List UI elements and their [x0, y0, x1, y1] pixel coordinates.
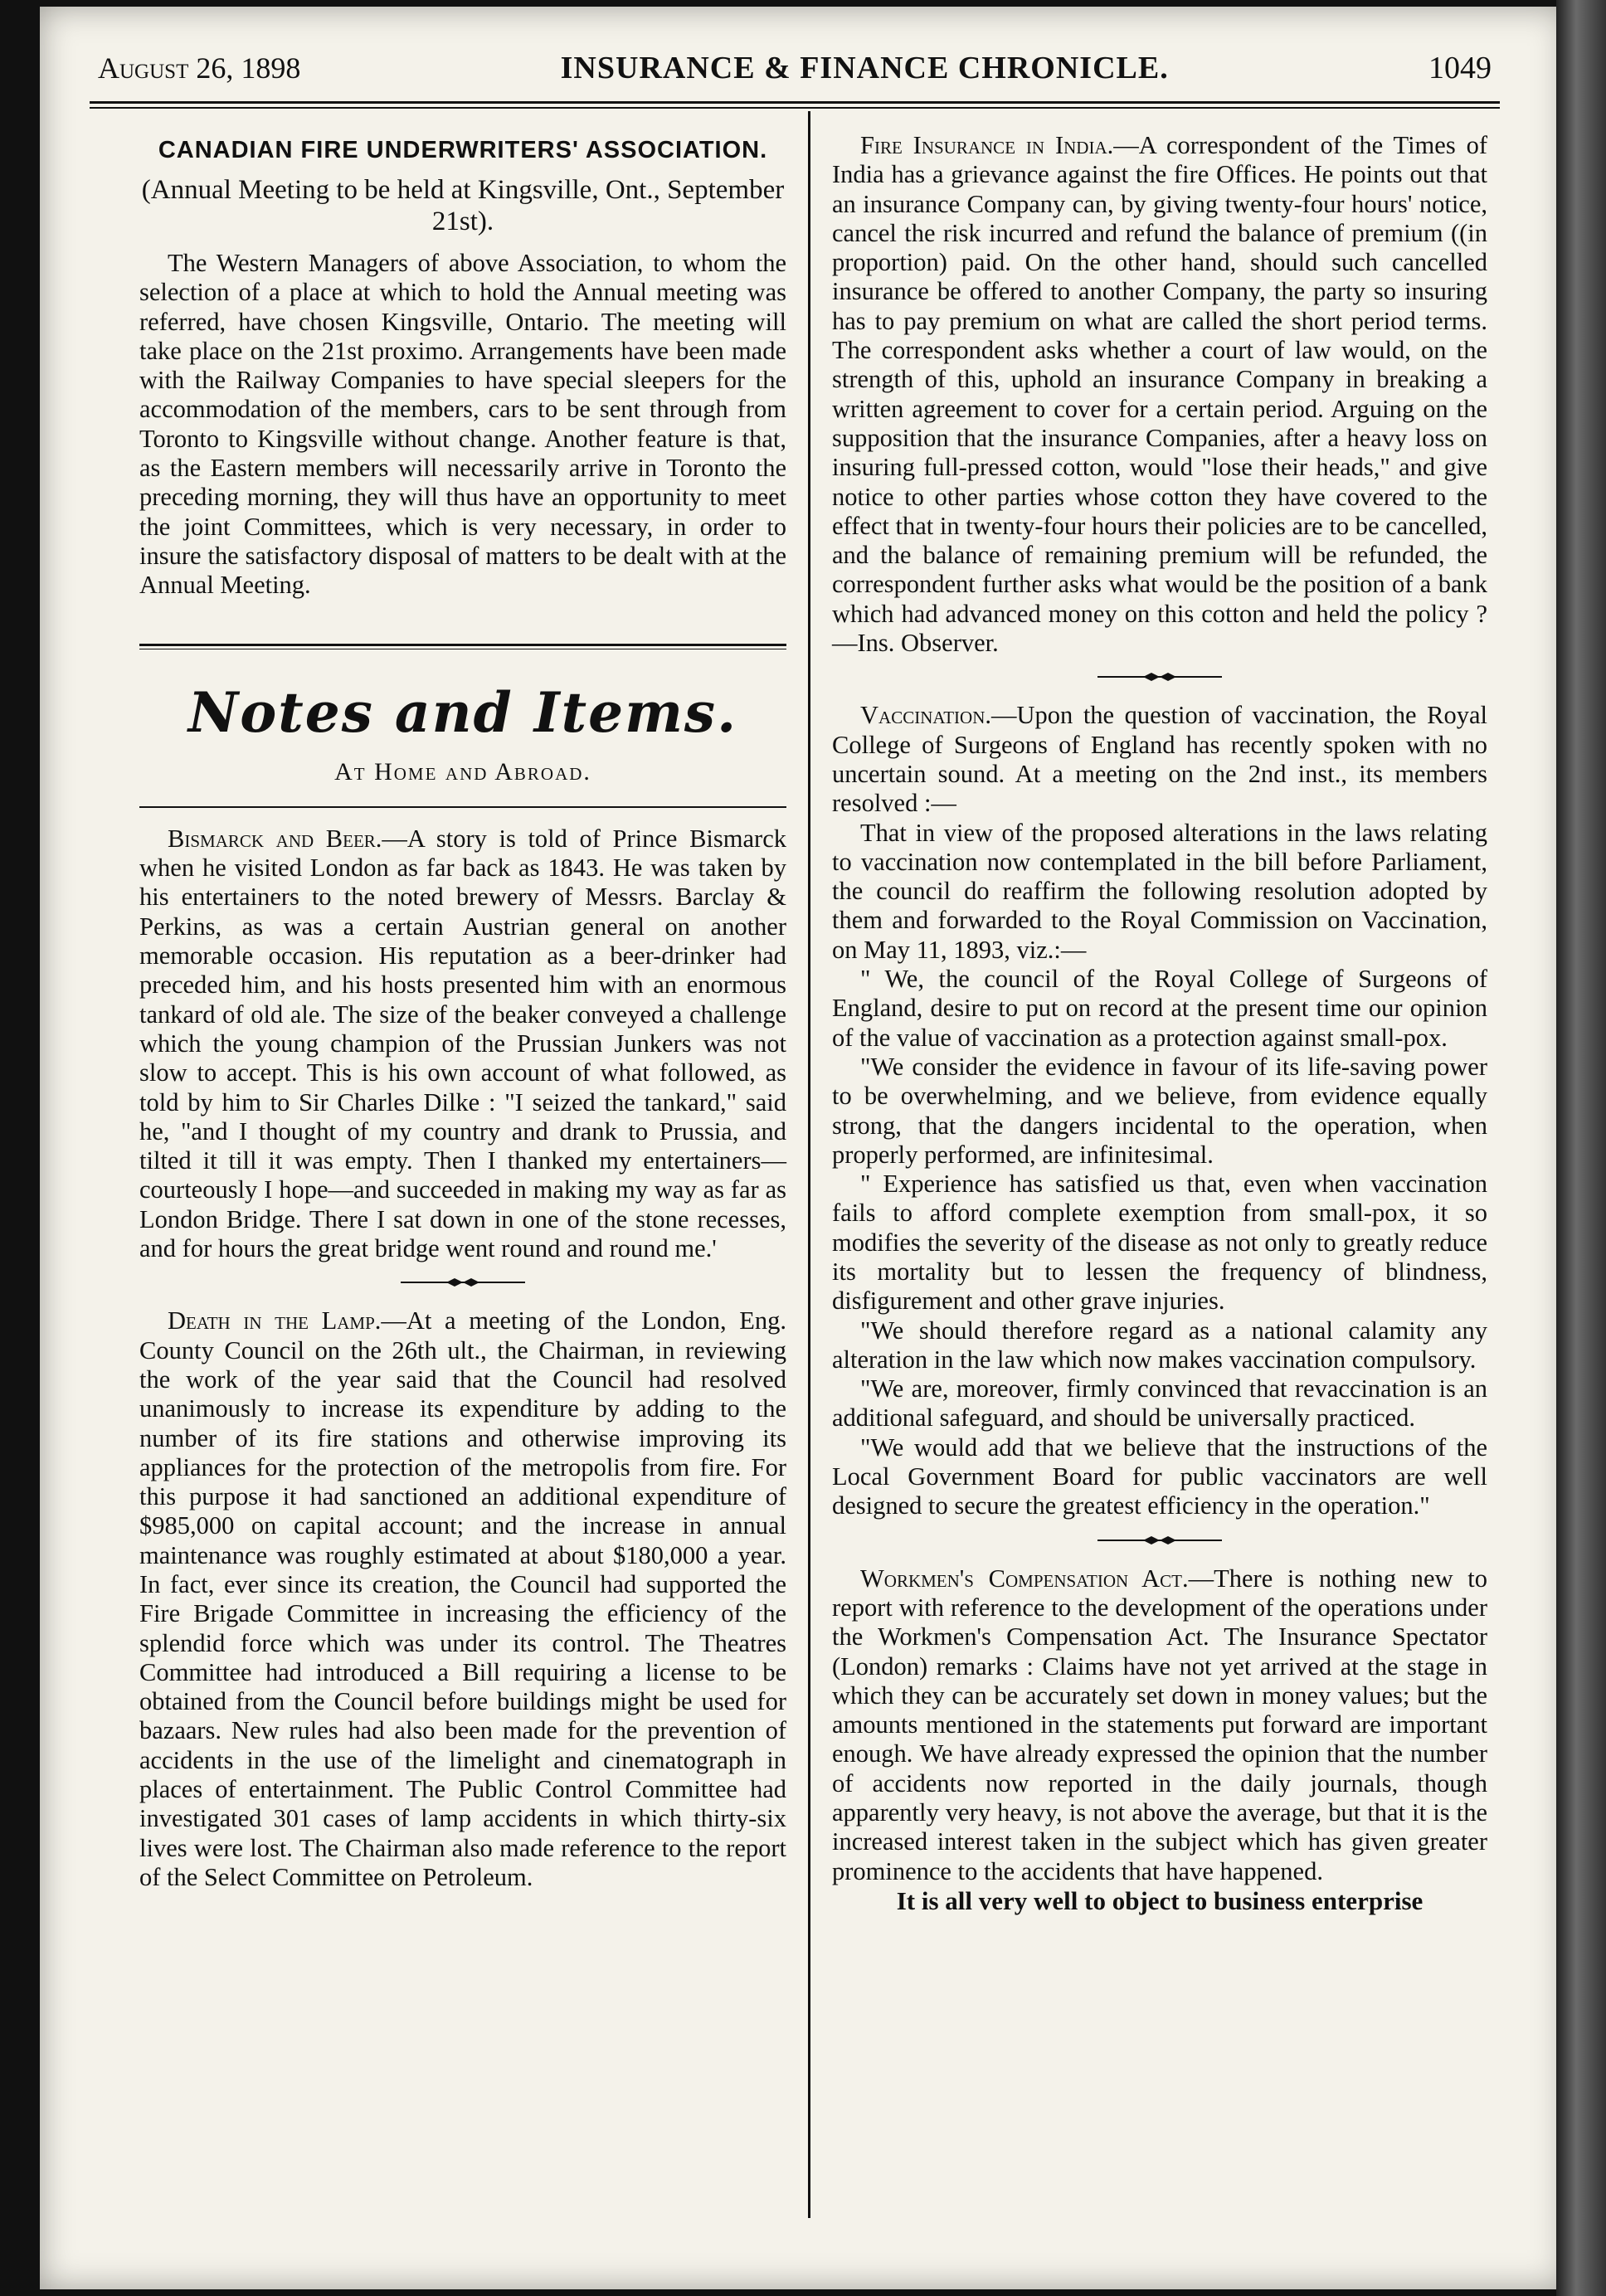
publication-title: INSURANCE & FINANCE CHRONICLE. [560, 51, 1169, 85]
vaccination-para: "We should therefore regard as a national calamity any alteration in the law which now makes vaccination compulsory. [832, 1316, 1487, 1374]
left-column [139, 131, 786, 1892]
article-bismarck [139, 825, 786, 1263]
article-workmens-lead: Workmen's Compensation Act. [860, 1564, 1189, 1593]
article-lamp-lead: Death in the Lamp. [168, 1306, 382, 1335]
association-heading: CANADIAN FIRE UNDERWRITERS' ASSOCIATION. [158, 137, 768, 163]
newspaper-page [40, 7, 1566, 2289]
final-line: It is all very well to object to business enterprise [896, 1885, 1424, 1915]
article-india-body: —A correspondent of the Times of India has a grievance against the fire Offices. He points out that an insurance Company can, by giving twenty-four hours' notice, cancel the risk incurred and refund the balance of premium ((in proportion) paid. On the other hand, should such cancelled insurance be offered to another Company, the party so insuring has to pay premium on what are called the short period terms. The correspondent asks whether a court of law would, on the strength of this, uphold an insurance Company in breaking a written agreement to cover for a certain period. Arguing on the supposition that the insurance Companies, after a heavy loss on insuring full-pressed cotton, would "lose their heads," and give notice to other parties whose cotton they have covered to the effect that in twenty-four hours their policies are to be cancelled, and the balance of remaining premium will be refunded, the correspondent further asks what would be the position of a bank which had advanced money on this cotton and held the policy ?—Ins. Observer. [832, 131, 1487, 658]
notes-rule [139, 806, 786, 808]
ornament-separator [832, 1535, 1487, 1546]
header-date: August 26, 1898 [98, 51, 301, 85]
article-vaccination-lead: Vaccination. [860, 701, 991, 730]
article-bismarck-body: —A story is told of Prince Bismarck when he visited London as far back as 1843. He was taken by his entertainers to the noted brewery of Messrs. Barclay & Perkins, as was a certain Austrian general on another memorable occasion. His reputation as a beer-drinker had preceded him, and his hosts presented him with an enormous tankard of old ale. The size of the beaker conveyed a challenge which the young champion of the Prussian Junkers was not slow to accept. This is his own account of what followed, as told by him to Sir Charles Dilke : "I seized the tankard," said he, "and I thought of my country and drank to Prussia, and tilted it till it was empty. Then I thanked my entertainers— courteously I hope—and succeeded in making my way as far as London Bridge. There I sat down in one of the stone recesses, and for hours the great bridge went round and round me.' [139, 824, 786, 1263]
ornament-icon [1097, 671, 1222, 683]
page-number: 1049 [1428, 51, 1492, 85]
association-body: The Western Managers of above Association, to whom the selection of a place at which to hold the Annual meeting was referred, have chosen Kingsville, Ontario. The meeting will take place on the 21st proximo. Arrangements have been made with the Railway Companies to have special sleepers for the accommodation of the members, cars to be sent through from Toronto to Kingsville without change. Another feature is that, as the Eastern members will necessarily arrive in Toronto the preceding morning, they will thus have an opportunity to meet the joint Committees, which is very necessary, in order to insure the satisfactory disposal of matters to be dealt with at the Annual Meeting. [139, 249, 786, 600]
vaccination-para: "We would add that we believe that the instructions of the Local Government Board for public vaccinators are well designed to secure the greatest efficiency in the operation." [832, 1433, 1487, 1520]
header-rule [90, 101, 1500, 109]
section-rule [139, 644, 786, 649]
notes-items-title: Notes and Items. [187, 679, 738, 745]
article-bismarck-lead: Bismarck and Beer. [168, 824, 382, 853]
article-india-lead: Fire Insurance in India. [860, 131, 1114, 159]
ornament-separator [832, 671, 1487, 683]
vaccination-para: "We consider the evidence in favour of its life-saving power to be overwhelming, and we believe, from evidence equally strong, that the dangers incidental to the operation, when properly performed, are infinitesimal. [832, 1052, 1487, 1169]
notes-items-subtitle: At Home and Abroad. [334, 757, 591, 786]
vaccination-para: " Experience has satisfied us that, even when vaccination fails to afford complete exemption from small-pox, it so modifies the severity of the disease as not only to greatly reduce its mortality but to lessen the frequency of blindness, disfigurement and other grave injuries. [832, 1170, 1487, 1316]
article-vaccination-body: —Upon the question of vaccination, the Royal College of Surgeons of England has recently spoken with no uncertain sound. At a meeting on the 2nd inst., its members resolved :— [832, 701, 1487, 818]
article-lamp [139, 1306, 786, 1892]
ornament-icon [1097, 1535, 1222, 1546]
vaccination-para: That in view of the proposed alterations in the laws relating to vaccination now contemplated in the bill before Parliament, the council do reaffirm the following resolution adopted by them and forwarded to the Royal Commission on Vaccination, on May 11, 1893, viz.:— [832, 818, 1487, 964]
vaccination-para: " We, the council of the Royal College of Surgeons of England, desire to put on record at the present time our opinion of the value of vaccination as a protection against small-pox. [832, 965, 1487, 1052]
association-subheading: (Annual Meeting to be held at Kingsville, Ont., September 21st). [141, 175, 785, 236]
running-header [98, 50, 1492, 100]
right-column [832, 131, 1487, 1915]
article-lamp-body: —At a meeting of the London, Eng. County Council on the 26th ult., the Chairman, in reviewing the work of the year said that the Council had resolved unanimously to increase its expenditure by adding to the number of its fire stations and otherwise improving its appliances for the protection of the metropolis from fire. For this purpose it had sanctioned an additional expenditure of $985,000 on capital account; and the increase in annual maintenance was roughly estimated at about $180,000 a year. In fact, ever since its creation, the Council had supported the Fire Brigade Committee in increasing the efficiency of the splendid force which was under its control. The Theatres Committee had introduced a Bill requiring a license to be obtained from the Council before buildings might be used for bazaars. New rules had also been made for the prevention of accidents in the use of the limelight and cinematograph in places of entertainment. The Public Control Committee had investigated 301 cases of lamp accidents in which thirty-six lives were lost. The Chairman also made reference to the report of the Select Committee on Petroleum. [139, 1306, 786, 1891]
vaccination-para: "We are, moreover, firmly convinced that revaccination is an additional safeguard, and should be universally practiced. [832, 1374, 1487, 1433]
scan-edge [1556, 0, 1606, 2296]
article-workmens-body: —There is nothing new to report with reference to the development of the operations under the Workmen's Compensation Act. The Insurance Spectator (London) remarks : Claims have not yet arrived at the stage in which they can be accurately set down in money values; but the amounts mentioned in the statements put forward are important enough. We have already expressed the opinion that the number of accidents now reported in the daily journals, though apparently very heavy, is not above the average, but that it is the increased interest taken in the subject which has given greater prominence to the accidents that have happened. [832, 1564, 1487, 1885]
article-workmens [832, 1564, 1487, 1886]
article-vaccination [832, 701, 1487, 818]
article-india [832, 131, 1487, 658]
column-divider [808, 111, 810, 2218]
ornament-icon [401, 1277, 525, 1288]
ornament-separator [139, 1277, 786, 1288]
